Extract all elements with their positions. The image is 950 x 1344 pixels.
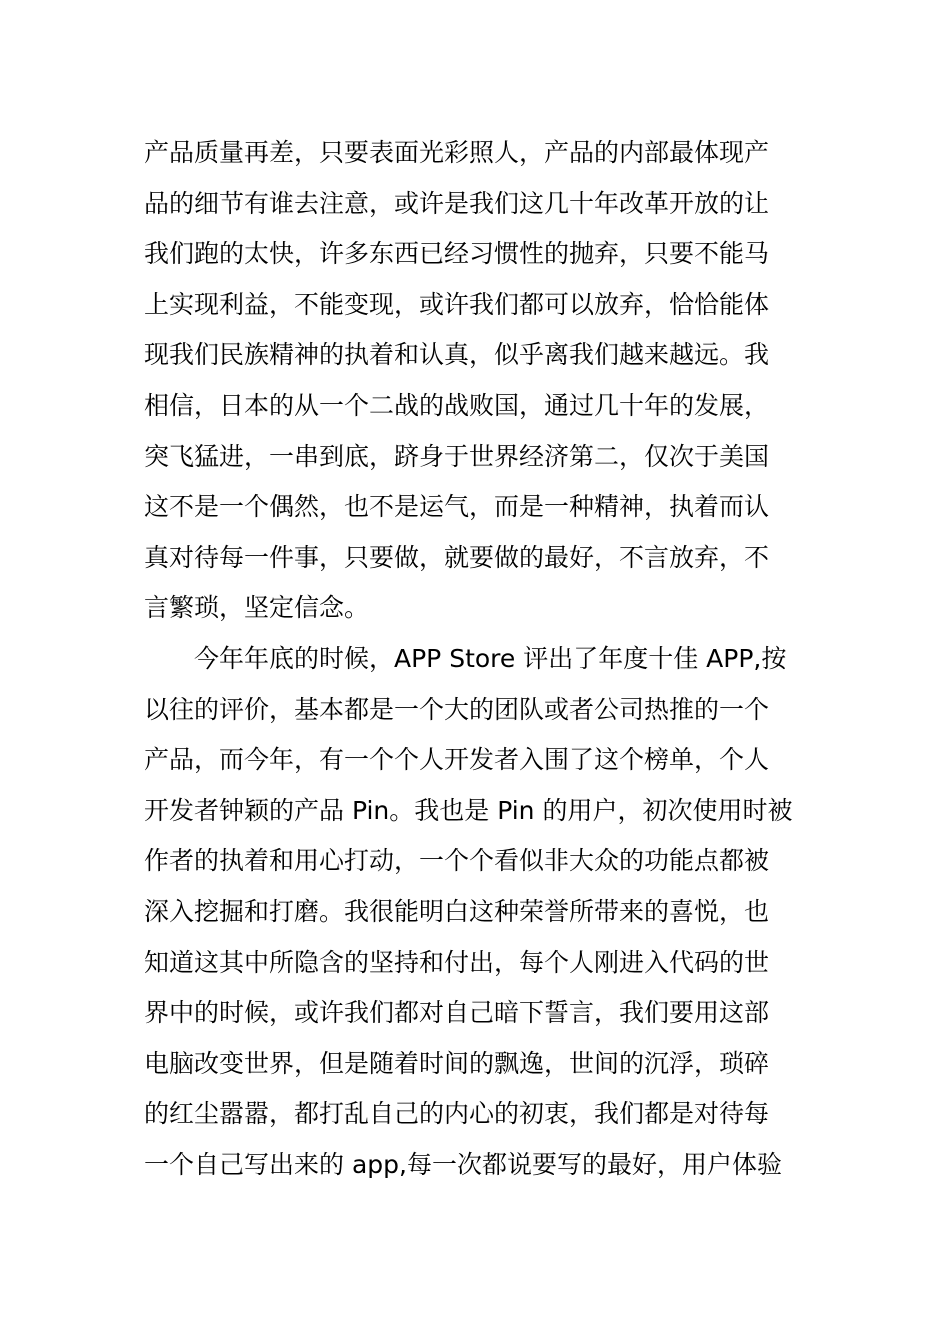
text-line: 真对待每一件事，只要做，就要做的最好，不言放弃，不 (144, 542, 770, 572)
text-line: 深入挖掘和打磨。我很能明白这种荣誉所带来的喜悦，也 (144, 896, 770, 926)
text-line: 作者的执着和用心打动，一个个看似非大众的功能点都被 (144, 846, 770, 876)
text-line: 一个自己写出来的 app,每一次都说要写的最好，用户体验 (144, 1149, 782, 1179)
text-line: 产品，而今年，有一个个人开发者入围了这个榜单，个人 (144, 745, 770, 775)
text-line: 现我们民族精神的执着和认真，似乎离我们越来越远。我 (144, 340, 770, 370)
text-line: 这不是一个偶然，也不是运气，而是一种精神，执着而认 (144, 492, 770, 522)
text-line: 界中的时候，或许我们都对自己暗下誓言，我们要用这部 (144, 998, 770, 1028)
text-line: 产品质量再差，只要表面光彩照人，产品的内部最体现产 (144, 138, 770, 167)
text-line: 我们跑的太快，许多东西已经习惯性的抛弃，只要不能马 (144, 239, 770, 269)
text-line: 电脑改变世界，但是随着时间的飘逸，世间的沉浮，琐碎 (144, 1048, 770, 1078)
text-line: 开发者钟颖的产品 Pin。我也是 Pin 的用户，初次使用时被 (144, 795, 793, 825)
text-line: 的红尘嚣嚣，都打乱自己的内心的初衷，我们都是对待每 (144, 1099, 770, 1129)
paragraph-first-line: 今年年底的时候，APP Store 评出了年度十佳 APP,按 (194, 643, 787, 673)
text-line: 相信，日本的从一个二战的战败国，通过几十年的发展， (144, 390, 770, 420)
body-text (144, 128, 814, 1190)
text-line: 知道这其中所隐含的坚持和付出，每个人刚进入代码的世 (144, 947, 770, 977)
text-line: 上实现利益，不能变现，或许我们都可以放弃，恰恰能体 (144, 289, 770, 319)
text-line: 突飞猛进，一串到底，跻身于世界经济第二，仅次于美国 (144, 441, 770, 471)
text-line: 以往的评价，基本都是一个大的团队或者公司热推的一个 (144, 694, 770, 724)
text-line: 品的细节有谁去注意，或许是我们这几十年改革开放的让 (144, 188, 770, 218)
text-line: 言繁琐，坚定信念。 (144, 593, 370, 623)
